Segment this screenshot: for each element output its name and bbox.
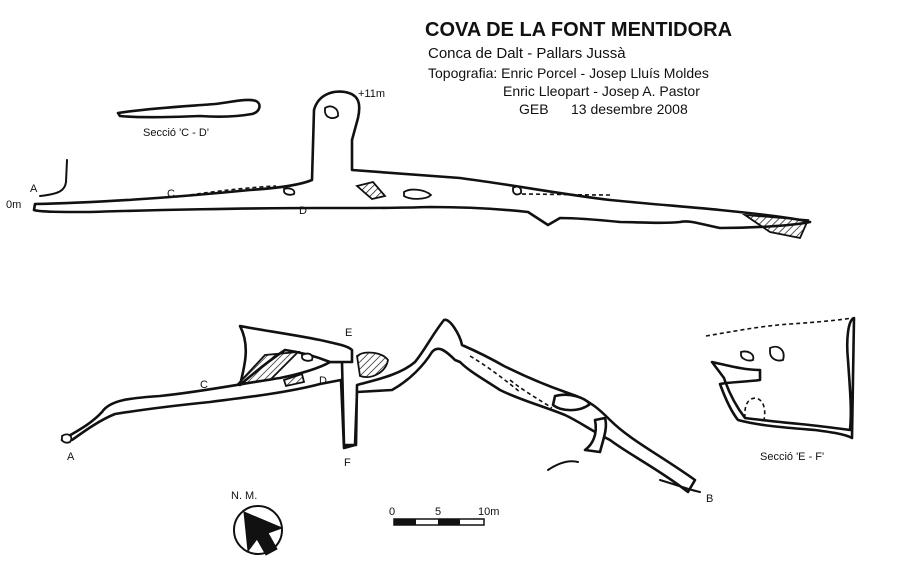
section-cd-drawing [118,100,259,117]
point-e-plan: E [345,327,353,339]
section-cd-label: Secció 'C - D' [143,127,209,139]
point-d-profile: D [299,205,307,217]
point-c-profile: C [167,188,175,200]
elevation-top: +11m [358,88,386,100]
credits-date: 13 desembre 2008 [571,101,688,117]
section-ef-label: Secció 'E - F' [760,451,825,463]
point-a-profile: A [30,183,38,195]
credits-org: GEB [519,101,549,117]
scale-tick-0: 0 [389,506,396,518]
point-f-plan: F [344,457,351,469]
scale-tick-5: 5 [435,506,442,518]
scale-tick-10: 10m [478,506,500,518]
map-title: COVA DE LA FONT MENTIDORA [425,19,733,41]
point-b-plan: B [706,493,714,505]
point-c-plan: C [200,379,208,391]
map-location: Conca de Dalt - Pallars Jussà [428,45,626,62]
north-arrow-icon [234,506,282,555]
credits-line-1: Topografia: Enric Porcel - Josep Lluís Moldes [428,65,709,81]
north-label: N. M. [231,490,258,502]
point-d-plan: D [319,375,327,387]
section-ef-drawing [706,318,854,438]
elevation-base: 0m [6,199,22,211]
credits-line-2: Enric Lleopart - Josep A. Pastor [503,83,700,99]
plan-view [62,320,700,492]
point-a-plan: A [67,451,75,463]
scale-bar [394,519,484,525]
